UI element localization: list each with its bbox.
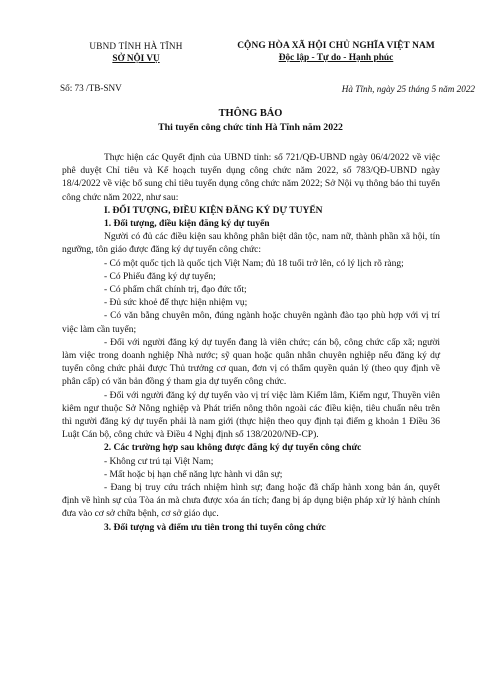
list-item: - Có một quốc tịch là quốc tịch Việt Nam; đủ 18 tuổi trở lên, có lý lịch rõ ràng;: [104, 258, 404, 269]
subsection-heading: 1. Đối tượng, điều kiện đăng ký dự tuyển: [104, 219, 270, 230]
document-title: THÔNG BÁO: [218, 108, 283, 119]
paragraph: Người có đủ các điều kiện sau không phân biệt dân tộc, nam nữ, thành phần xã hội, tín ngưỡng, tôn giáo được đăng ký dự tuyển công chức:: [62, 232, 440, 256]
subsection-heading: 2. Các trường hợp sau không được đăng ký dự tuyển công chức: [104, 443, 362, 454]
subsection-heading: 3. Đối tượng và điểm ưu tiên trong thi tuyển công chức: [104, 522, 326, 533]
list-item: - Mất hoặc bị hạn chế năng lực hành vi dân sự;: [104, 469, 283, 480]
list-item: - Có Phiếu đăng ký dự tuyển;: [104, 271, 216, 282]
document-subtitle: Thi tuyển công chức tỉnh Hà Tĩnh năm 2022: [158, 122, 343, 133]
list-item: - Có văn bằng chuyên môn, đúng ngành hoặc chuyên ngành đào tạo phù hợp với vị trí việc làm cần tuyển;: [62, 311, 440, 335]
agency-line2: SỞ NỘI VỤ: [112, 53, 160, 63]
agency-line1: UBND TỈNH HÀ TĨNH: [89, 41, 183, 51]
document-body: [62, 152, 440, 535]
list-item: - Đủ sức khoẻ để thực hiện nhiệm vụ;: [104, 298, 248, 309]
nation-header: [205, 40, 467, 64]
list-item: - Có phẩm chất chính trị, đạo đức tốt;: [104, 285, 247, 296]
agency-header: [66, 40, 206, 64]
intro-paragraph: Thực hiện các Quyết định của UBND tỉnh: số 721/QĐ-UBND ngày 06/4/2022 về việc phê duyệt Chỉ tiêu và Kế hoạch tuyển dụng công chức năm 2022, số 783/QĐ-UBND ngày 18/4/2022 về việc bổ sung chỉ tiêu tuyển dụng công chức năm 2022; Sở Nội vụ thông báo thi tuyển công chức năm 2022, như sau:: [62, 153, 440, 203]
nation-line1: CỘNG HÒA XÃ HỘI CHỦ NGHĨA VIỆT NAM: [237, 41, 435, 51]
nation-line2: Độc lập - Tự do - Hạnh phúc: [278, 53, 394, 63]
list-item: - Đối với người đăng ký dự tuyển đang là viên chức; cán bộ, công chức cấp xã; người làm việc trong doanh nghiệp Nhà nước; sỹ quan hoặc quân nhân chuyên nghiệp nếu đăng ký dự tuyển công chức phải được Thủ trưởng cơ quan, đơn vị có thẩm quyền quản lý (theo quy định về phân cấp) có văn bản đồng ý tham gia dự tuyển công chức.: [62, 337, 440, 388]
list-item: - Đang bị truy cứu trách nhiệm hình sự; đang hoặc đã chấp hành xong bản án, quyết định về hình sự của Tòa án mà chưa được xóa án tích; đang bị áp dụng biện pháp xử lý hành chính đưa vào cơ sở chữa bệnh, cơ sở giáo dục.: [62, 483, 440, 520]
section-heading: I. ĐỐI TƯỢNG, ĐIỀU KIỆN ĐĂNG KÝ DỰ TUYỂN: [104, 205, 323, 216]
list-item: - Đối với người đăng ký dự tuyển vào vị trí việc làm Kiểm lâm, Kiểm ngư, Thuyền viên kiêm ngư thuộc Sở Nông nghiệp và Phát triển nông thôn ngoài các điều kiện, tiêu chuẩn nêu trên thì người đăng ký dự tuyển phải là nam giới (thực hiện theo quy định tại điểm g khoản 1 Điều 36 Luật Cán bộ, công chức và Điều 4 Nghị định số 138/2020/NĐ-CP).: [62, 390, 440, 441]
list-item: - Không cư trú tại Việt Nam;: [104, 456, 214, 467]
document-date: Hà Tĩnh, ngày 25 tháng 5 năm 2022: [341, 84, 475, 94]
document-number: Số: 73 /TB-SNV: [60, 83, 122, 93]
